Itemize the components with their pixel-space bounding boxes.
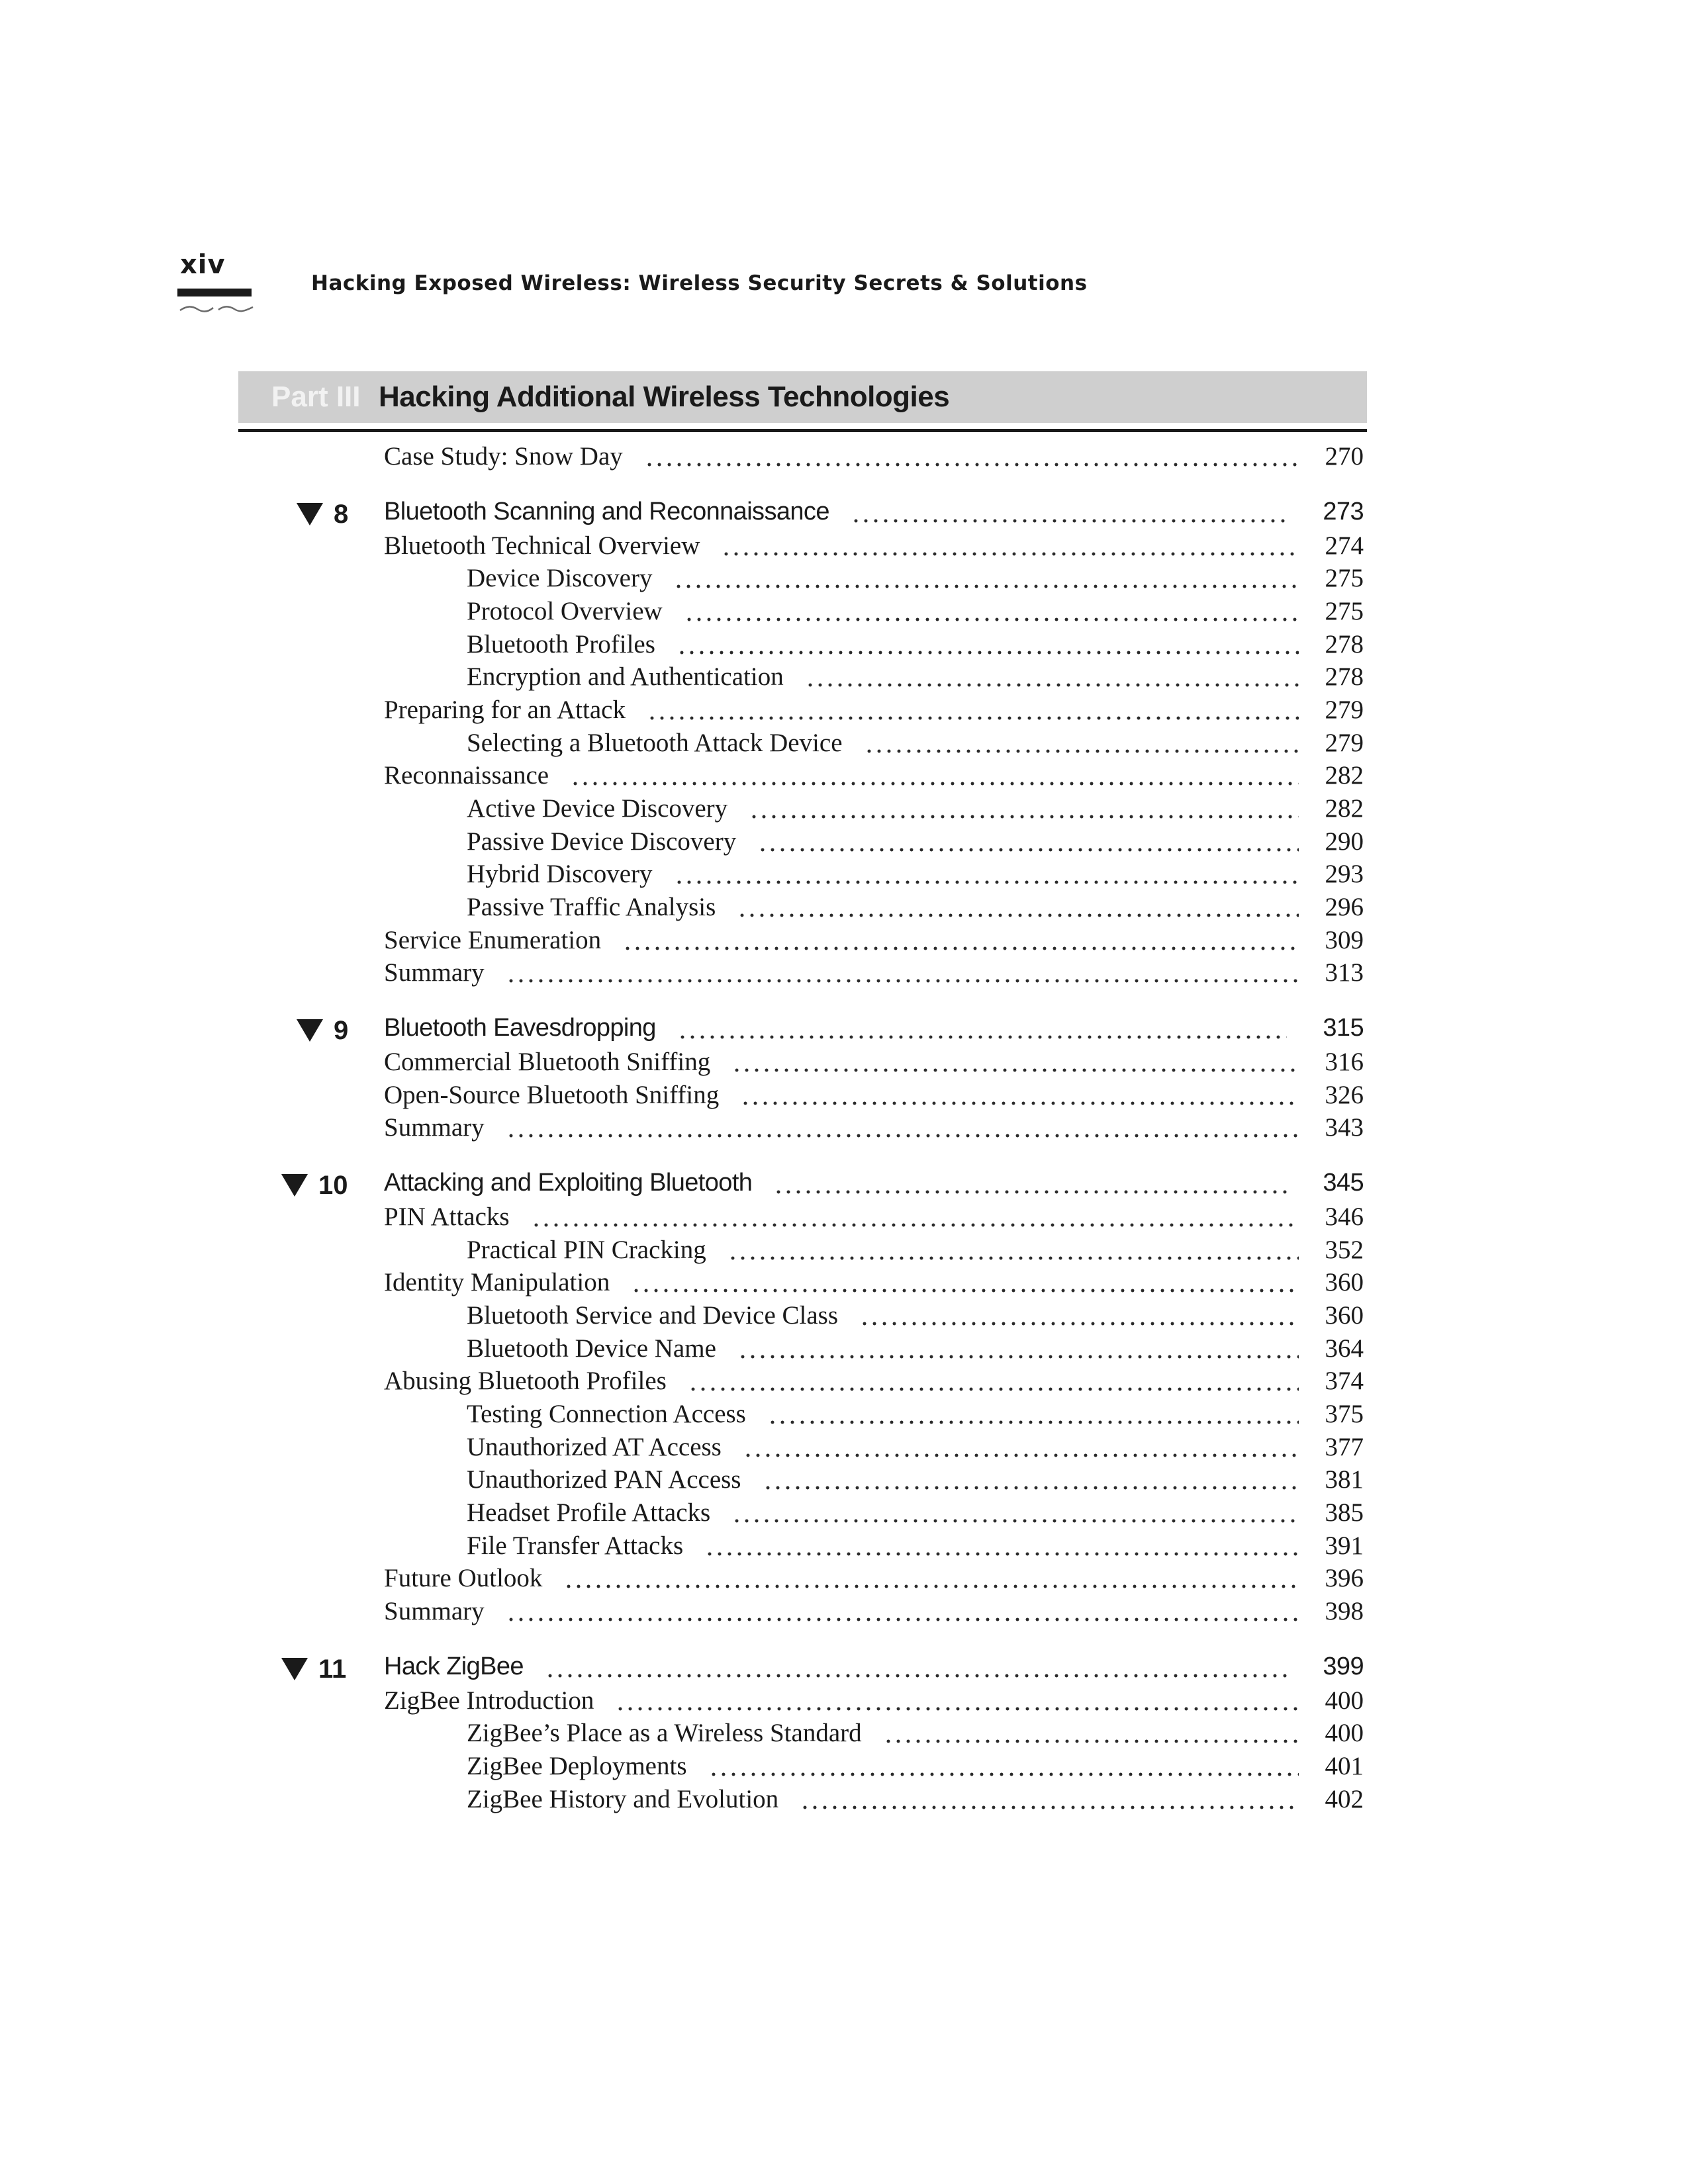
dot-leader [679, 649, 1299, 656]
triangle-bullet-icon [297, 1019, 323, 1042]
toc-entry-title: Passive Traffic Analysis [467, 893, 716, 921]
toc-entry[interactable] [384, 1686, 1364, 1719]
triangle-bullet-icon [281, 1174, 308, 1197]
toc-entry-page: 391 [1325, 1531, 1364, 1560]
toc-subentry[interactable] [467, 662, 1364, 695]
toc-entry-page: 398 [1325, 1597, 1364, 1625]
toc-subentry[interactable] [467, 1718, 1364, 1751]
chapter-marker [281, 1169, 348, 1202]
chapter-page: 273 [1323, 498, 1364, 525]
toc-entry-page: 396 [1325, 1564, 1364, 1592]
toc-entry-page: 274 [1325, 531, 1364, 560]
toc-subentry[interactable] [467, 1300, 1364, 1334]
toc-entry-title: Summary [384, 1597, 485, 1625]
toc-entry[interactable] [384, 531, 1364, 564]
chapter-title: Bluetooth Eavesdropping [384, 1014, 656, 1042]
dot-leader [734, 1518, 1299, 1524]
toc-entry-case-study[interactable] [384, 441, 1364, 475]
dot-leader [740, 1353, 1299, 1360]
toc-entry-title: Headset Profile Attacks [467, 1498, 711, 1527]
toc-entry-title: Unauthorized PAN Access [467, 1465, 741, 1494]
toc-entry-title: Service Enumeration [384, 926, 602, 954]
toc-entry-title: Selecting a Bluetooth Attack Device [467, 729, 843, 757]
toc-entry-page: 385 [1325, 1498, 1364, 1527]
toc-subentry[interactable] [467, 1531, 1364, 1564]
toc-entry[interactable] [384, 760, 1364, 794]
chapter-marker [281, 1653, 346, 1686]
dot-leader [853, 518, 1287, 524]
dot-leader [760, 846, 1299, 853]
toc-subentry[interactable] [467, 1784, 1364, 1817]
toc-entry-page: 360 [1325, 1301, 1364, 1330]
toc-subentry[interactable] [467, 1334, 1364, 1367]
toc-entry-page: 326 [1325, 1081, 1364, 1109]
toc-entry-page: 343 [1325, 1113, 1364, 1142]
toc-entry-page: 279 [1325, 729, 1364, 757]
toc-subentry[interactable] [467, 728, 1364, 761]
page-number-rule [177, 289, 252, 296]
toc-subentry[interactable] [467, 1751, 1364, 1784]
toc-entry-title: ZigBee History and Evolution [467, 1785, 779, 1813]
part-label: Part III [271, 381, 361, 413]
dot-leader [676, 583, 1299, 590]
toc-entry-title: Testing Connection Access [467, 1400, 746, 1428]
toc-subentry[interactable] [467, 563, 1364, 596]
toc-entry-page: 401 [1325, 1752, 1364, 1780]
toc-chapter-10[interactable] [384, 1169, 1364, 1202]
toc-entry-title: ZigBee Deployments [467, 1752, 687, 1780]
chapter-title: Hack ZigBee [384, 1653, 524, 1680]
toc-entry[interactable] [384, 1080, 1364, 1113]
toc-entry-page: 296 [1325, 893, 1364, 921]
toc-subentry[interactable] [467, 596, 1364, 629]
chapter-page: 345 [1323, 1169, 1364, 1197]
toc-entry[interactable] [384, 1596, 1364, 1629]
chapter-title: Attacking and Exploiting Bluetooth [384, 1169, 753, 1197]
chapter-title: Bluetooth Scanning and Reconnaissance [384, 498, 829, 525]
dot-leader [625, 945, 1299, 952]
toc-entry-title: Preparing for an Attack [384, 696, 626, 724]
dot-leader [686, 616, 1299, 623]
toc-entry-page: 275 [1325, 597, 1364, 625]
toc-entry-title: Case Study: Snow Day [384, 442, 623, 471]
page-number: xiv [180, 250, 226, 280]
part-banner [238, 371, 1367, 423]
toc-entry[interactable] [384, 1267, 1364, 1300]
toc-entry-page: 375 [1325, 1400, 1364, 1428]
dot-leader [647, 461, 1299, 468]
dot-leader [730, 1255, 1299, 1261]
toc-subentry[interactable] [467, 1235, 1364, 1268]
toc-subentry[interactable] [467, 1465, 1364, 1498]
dot-leader [711, 1771, 1299, 1778]
toc-entry[interactable] [384, 695, 1364, 728]
toc-entry-title: Bluetooth Device Name [467, 1334, 716, 1363]
toc-entry-title: Identity Manipulation [384, 1268, 610, 1297]
chapter-number: 8 [334, 499, 349, 529]
toc-entry[interactable] [384, 925, 1364, 958]
toc-entry[interactable] [384, 1202, 1364, 1235]
triangle-bullet-icon [281, 1658, 308, 1680]
toc-subentry[interactable] [467, 794, 1364, 827]
toc-entry-title: Summary [384, 958, 485, 987]
toc-entry-title: Protocol Overview [467, 597, 663, 625]
dot-leader [886, 1738, 1299, 1745]
toc-entry-page: 400 [1325, 1719, 1364, 1747]
toc-subentry[interactable] [467, 1432, 1364, 1465]
toc-entry-page: 278 [1325, 630, 1364, 659]
dot-leader [751, 813, 1299, 820]
toc-entry-title: Open-Source Bluetooth Sniffing [384, 1081, 720, 1109]
toc-entry-title: Future Outlook [384, 1564, 543, 1592]
toc-entry-title: Commercial Bluetooth Sniffing [384, 1048, 711, 1076]
dot-leader [743, 1100, 1299, 1107]
chapter-marker [297, 498, 348, 531]
toc-entry-page: 377 [1325, 1433, 1364, 1461]
toc-entry-page: 278 [1325, 662, 1364, 691]
toc-entry-page: 293 [1325, 860, 1364, 888]
toc-subentry[interactable] [467, 827, 1364, 860]
toc-entry[interactable] [384, 958, 1364, 991]
toc-entry-title: Encryption and Authentication [467, 662, 784, 691]
dot-leader [508, 978, 1299, 984]
toc-entry-page: 290 [1325, 827, 1364, 856]
dot-leader [776, 1189, 1287, 1195]
chapter-number: 10 [318, 1170, 348, 1200]
part-rule [238, 429, 1367, 432]
toc-entry-title: Bluetooth Service and Device Class [467, 1301, 839, 1330]
toc-subentry[interactable] [467, 859, 1364, 892]
dot-leader [739, 912, 1299, 919]
dot-leader [508, 1132, 1299, 1139]
chapter-number: 9 [334, 1015, 349, 1045]
toc-subentry[interactable] [467, 1498, 1364, 1531]
chapter-page: 315 [1323, 1014, 1364, 1042]
toc-entry-title: Reconnaissance [384, 761, 549, 790]
toc-entry-title: Hybrid Discovery [467, 860, 653, 888]
triangle-bullet-icon [297, 503, 323, 525]
toc-entry-page: 275 [1325, 564, 1364, 592]
dot-leader [680, 1034, 1287, 1040]
toc-chapter-8[interactable] [384, 498, 1364, 531]
toc-entry-page: 346 [1325, 1203, 1364, 1231]
dot-leader [707, 1551, 1299, 1557]
dot-leader [802, 1804, 1299, 1811]
toc-entry[interactable] [384, 1563, 1364, 1596]
dot-leader [566, 1583, 1299, 1590]
toc-entry-page: 352 [1325, 1236, 1364, 1264]
toc-entry[interactable] [384, 1047, 1364, 1080]
dot-leader [633, 1287, 1299, 1294]
dot-leader [618, 1706, 1299, 1712]
toc-entry-page: 316 [1325, 1048, 1364, 1076]
toc-entry-title: Practical PIN Cracking [467, 1236, 706, 1264]
dot-leader [862, 1320, 1299, 1327]
toc-entry[interactable] [384, 1113, 1364, 1146]
dot-leader [867, 748, 1299, 754]
dot-leader [745, 1452, 1299, 1459]
toc-entry-title: Passive Device Discovery [467, 827, 737, 856]
toc-entry-page: 313 [1325, 958, 1364, 987]
chapter-marker [297, 1014, 348, 1047]
dot-leader [808, 682, 1299, 688]
toc-chapter-9[interactable] [384, 1014, 1364, 1047]
toc-entry[interactable] [384, 1366, 1364, 1399]
dot-leader [690, 1386, 1299, 1392]
toc-chapter-11[interactable] [384, 1653, 1364, 1686]
running-head: Hacking Exposed Wireless: Wireless Security Secrets & Solutions [311, 271, 1088, 295]
toc-entry-title: Active Device Discovery [467, 794, 728, 823]
toc-entry-page: 270 [1325, 442, 1364, 471]
dot-leader [534, 1222, 1299, 1228]
toc-entry-page: 402 [1325, 1785, 1364, 1813]
toc-entry-page: 309 [1325, 926, 1364, 954]
toc-entry-page: 279 [1325, 696, 1364, 724]
toc-subentry[interactable] [467, 892, 1364, 925]
toc-entry-title: File Transfer Attacks [467, 1531, 684, 1560]
toc-entry-title: Abusing Bluetooth Profiles [384, 1367, 667, 1395]
dot-leader [547, 1672, 1287, 1679]
toc-entry-page: 381 [1325, 1465, 1364, 1494]
dot-leader [649, 715, 1299, 721]
dot-leader [508, 1616, 1299, 1623]
decorative-squiggle [179, 303, 256, 314]
toc-entry-page: 374 [1325, 1367, 1364, 1395]
toc-entry-title: ZigBee Introduction [384, 1686, 594, 1715]
chapter-page: 399 [1323, 1653, 1364, 1680]
dot-leader [677, 879, 1299, 886]
toc-entry-title: Unauthorized AT Access [467, 1433, 722, 1461]
toc-entry-title: Device Discovery [467, 564, 653, 592]
toc-entry-title: PIN Attacks [384, 1203, 510, 1231]
toc-subentry[interactable] [467, 1399, 1364, 1432]
dot-leader [734, 1067, 1299, 1073]
dot-leader [765, 1484, 1299, 1491]
toc-entry-title: Bluetooth Profiles [467, 630, 655, 659]
toc-entry-page: 364 [1325, 1334, 1364, 1363]
chapter-number: 11 [318, 1654, 347, 1684]
toc-entry-page: 360 [1325, 1268, 1364, 1297]
toc-entry-page: 400 [1325, 1686, 1364, 1715]
dot-leader [770, 1419, 1299, 1426]
toc-entry-title: ZigBee’s Place as a Wireless Standard [467, 1719, 862, 1747]
part-title: Hacking Additional Wireless Technologies [379, 381, 950, 413]
dot-leader [724, 551, 1299, 557]
toc-entry-page: 282 [1325, 761, 1364, 790]
toc-subentry[interactable] [467, 629, 1364, 662]
toc-entry-title: Summary [384, 1113, 485, 1142]
dot-leader [573, 780, 1299, 787]
toc-entry-page: 282 [1325, 794, 1364, 823]
toc-entry-title: Bluetooth Technical Overview [384, 531, 700, 560]
